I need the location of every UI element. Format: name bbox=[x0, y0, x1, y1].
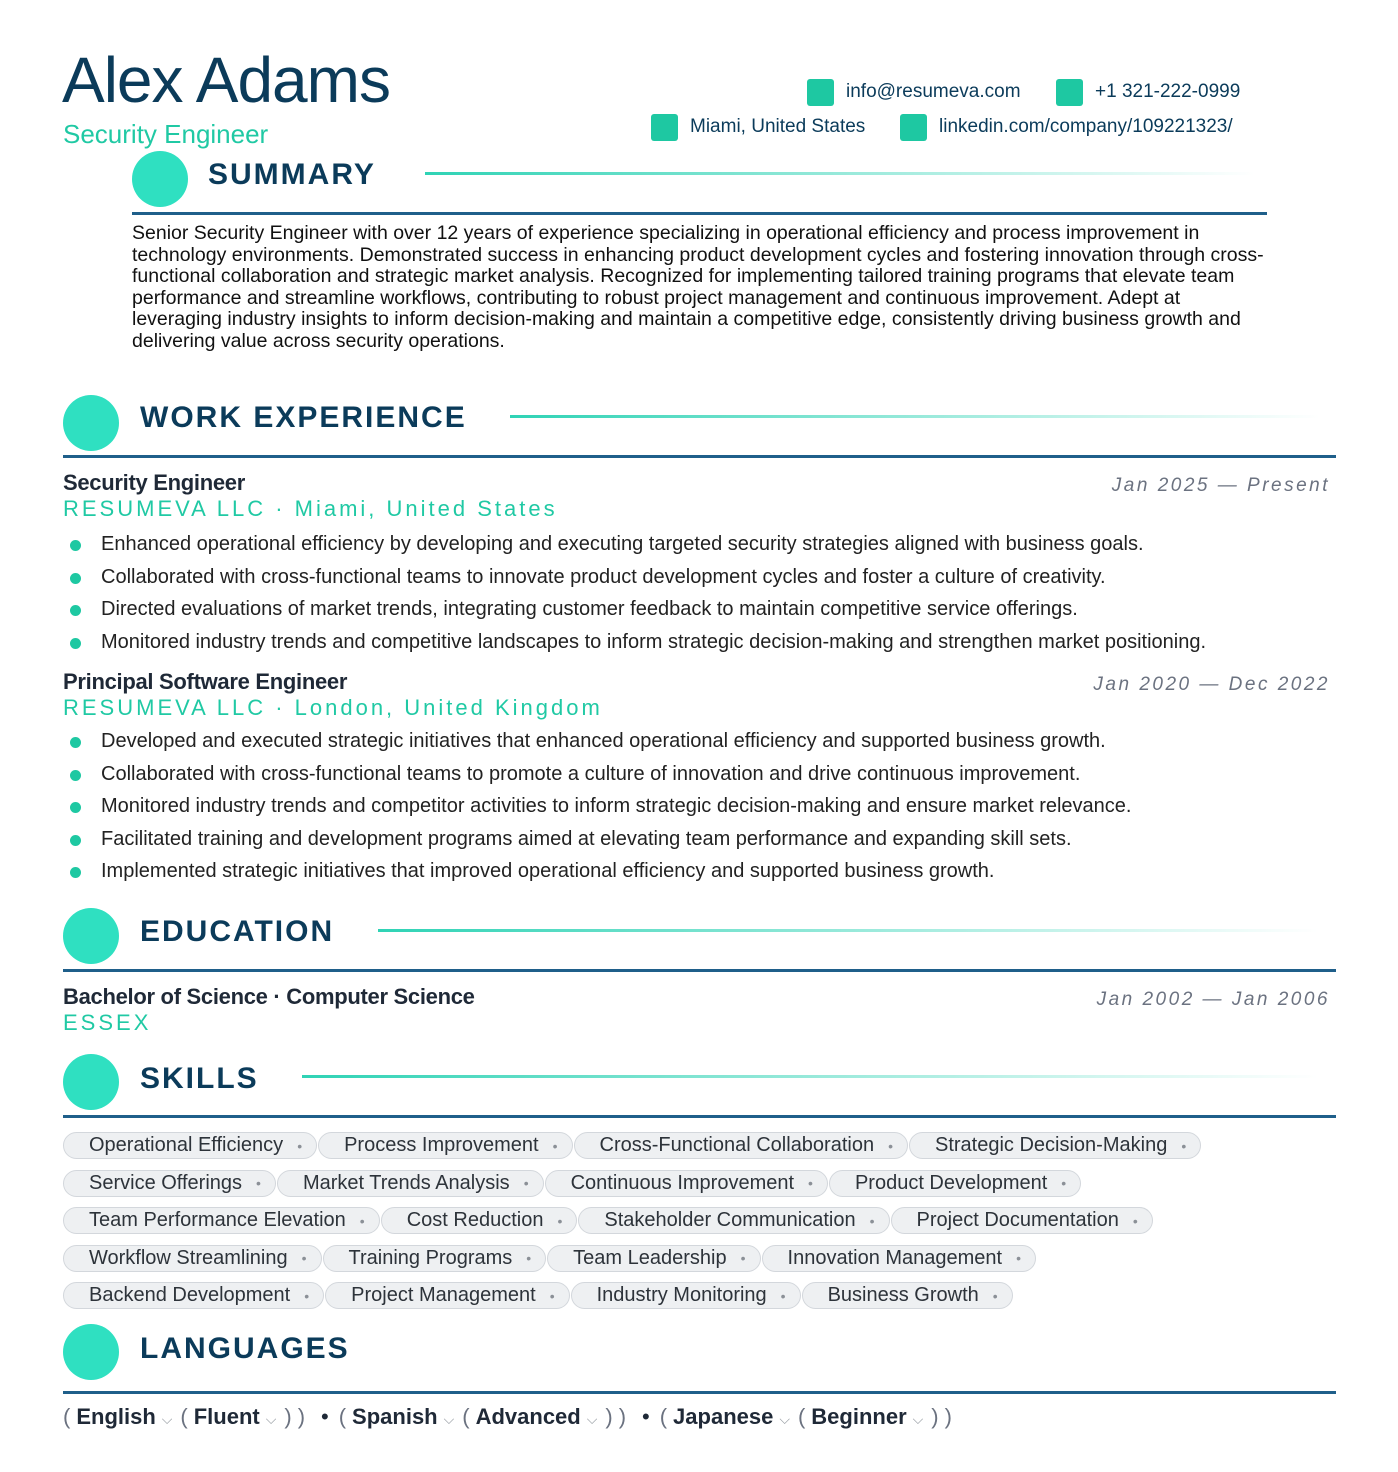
skill-label: Continuous Improvement bbox=[570, 1171, 795, 1194]
dot-icon: • bbox=[359, 1212, 365, 1229]
language-level[interactable]: Fluent bbox=[193, 1404, 260, 1429]
bullet-item: Developed and executed strategic initiatives that enhanced operational efficiency and supported business growth. bbox=[63, 725, 1131, 758]
dot-icon: • bbox=[301, 1250, 307, 1267]
dot-icon: • bbox=[888, 1137, 893, 1154]
skill-chip[interactable] bbox=[891, 1207, 1153, 1234]
skills-heading: SKILLS bbox=[140, 1062, 259, 1095]
job-dates: Jan 2020 — Dec 2022 bbox=[1093, 674, 1330, 695]
paren-close: ) bbox=[618, 1404, 627, 1429]
paren-close: ) bbox=[944, 1404, 952, 1429]
skill-chip[interactable] bbox=[63, 1245, 322, 1272]
experience-circle-icon bbox=[63, 395, 119, 451]
paren-open: ( bbox=[180, 1404, 188, 1429]
bullet-item: Monitored industry trends and competitive landscapes to inform strategic decision-making and strengthen market positioning. bbox=[63, 626, 1206, 659]
dot-icon: • bbox=[552, 1137, 558, 1154]
bullet-item: Enhanced operational efficiency by developing and executing targeted security strategies aligned with business goals. bbox=[63, 528, 1206, 561]
paren-open: ( bbox=[797, 1404, 806, 1429]
summary-text: Senior Security Engineer with over 12 years of experience specializing in operational efficiency and process improvement in technology environments. Demonstrated success in enhancing product development cycles and fostering innovation through cross-functional collaboration and strategic market analysis. Recognized for implementing tailored training programs that elevate team performance and streamline workflows, contributing to robust project management and continuous improvement. Adept at leveraging industry insights to inform decision-making and maintain a competitive edge, consistently driving business growth and delivering value across security operations. bbox=[132, 222, 1264, 352]
phone-icon bbox=[1056, 79, 1083, 106]
candidate-name: Alex Adams bbox=[62, 44, 390, 116]
education-rule bbox=[63, 969, 1336, 972]
dot-icon: • bbox=[740, 1250, 746, 1267]
skill-label: Product Development bbox=[854, 1171, 1048, 1194]
summary-heading: SUMMARY bbox=[208, 158, 376, 191]
location-icon bbox=[651, 114, 678, 141]
bullet-item: Directed evaluations of market trends, integrating customer feedback to maintain competitive service offerings. bbox=[63, 593, 1206, 626]
experience-accent-line bbox=[510, 415, 1320, 418]
skill-chip[interactable] bbox=[381, 1207, 578, 1234]
skills-circle-icon bbox=[63, 1054, 119, 1110]
chevron-down-icon[interactable]: ⌵ bbox=[779, 1411, 790, 1427]
skill-row bbox=[63, 1277, 1343, 1315]
chevron-down-icon[interactable]: ⌵ bbox=[265, 1411, 277, 1427]
bullet-item: Collaborated with cross-functional teams to promote a culture of innovation and drive continuous improvement. bbox=[63, 758, 1131, 791]
chevron-down-icon[interactable]: ⌵ bbox=[912, 1411, 924, 1427]
dot-icon: • bbox=[869, 1212, 875, 1229]
language-name[interactable]: Spanish bbox=[352, 1404, 438, 1429]
skill-chip[interactable] bbox=[802, 1282, 1013, 1309]
paren-open: ( bbox=[659, 1404, 668, 1429]
experience-rule bbox=[63, 455, 1336, 458]
bullet-item: Facilitated training and development programs aimed at elevating team performance and expanding skill sets. bbox=[63, 823, 1131, 856]
skill-chip[interactable] bbox=[63, 1132, 317, 1159]
dot-icon: • bbox=[992, 1287, 998, 1304]
skill-chip[interactable] bbox=[547, 1245, 760, 1272]
skill-label: Stakeholder Communication bbox=[604, 1209, 856, 1232]
skill-label: Service Offerings bbox=[89, 1171, 243, 1194]
paren-open: ( bbox=[338, 1404, 347, 1429]
dot-icon: • bbox=[297, 1137, 303, 1154]
bullet-item: Monitored industry trends and competitor activities to inform strategic decision-making and ensure market relevance. bbox=[63, 790, 1131, 823]
skill-row bbox=[63, 1127, 1343, 1165]
email-text: info@resumeva.com bbox=[846, 81, 1021, 102]
language-name[interactable]: English bbox=[76, 1404, 156, 1429]
skill-label: Project Documentation bbox=[916, 1209, 1119, 1232]
skill-chip[interactable] bbox=[277, 1170, 544, 1197]
contact-email[interactable] bbox=[807, 78, 1021, 106]
languages-list bbox=[63, 1402, 958, 1434]
skill-row bbox=[63, 1165, 1343, 1203]
candidate-title: Security Engineer bbox=[63, 119, 269, 149]
skill-label: Business Growth bbox=[827, 1284, 979, 1307]
skill-label: Operational Efficiency bbox=[89, 1134, 284, 1157]
separator-dot: • bbox=[642, 1404, 650, 1429]
email-icon bbox=[807, 79, 834, 106]
languages-heading: LANGUAGES bbox=[140, 1332, 350, 1365]
dot-icon: • bbox=[523, 1175, 529, 1192]
location-text: Miami, United States bbox=[690, 116, 866, 137]
education-degree: Bachelor of Science · Computer Science bbox=[63, 984, 475, 1009]
skill-chip[interactable] bbox=[578, 1207, 889, 1234]
education-heading: EDUCATION bbox=[140, 915, 335, 948]
skill-label: Workflow Streamlining bbox=[89, 1246, 288, 1269]
language-level[interactable]: Advanced bbox=[475, 1404, 581, 1429]
skill-chip[interactable] bbox=[63, 1282, 324, 1309]
skill-chip[interactable] bbox=[545, 1170, 828, 1197]
separator-dot: • bbox=[321, 1404, 329, 1429]
skill-label: Cost Reduction bbox=[406, 1209, 544, 1232]
dot-icon: • bbox=[1181, 1137, 1187, 1154]
dot-icon: • bbox=[557, 1212, 563, 1229]
skills-accent-line bbox=[302, 1075, 1318, 1078]
skills-list bbox=[63, 1127, 1343, 1315]
dot-icon: • bbox=[1061, 1175, 1067, 1192]
phone-text: +1 321-222-0999 bbox=[1095, 81, 1241, 102]
contact-linkedin[interactable] bbox=[900, 113, 1233, 141]
skill-chip[interactable] bbox=[909, 1132, 1201, 1159]
dot-icon: • bbox=[304, 1287, 310, 1304]
language-level[interactable]: Beginner bbox=[811, 1404, 907, 1429]
skill-row bbox=[63, 1202, 1343, 1240]
skill-label: Training Programs bbox=[348, 1246, 513, 1269]
job-bullets bbox=[63, 528, 1206, 658]
education-school: ESSEX bbox=[63, 1010, 152, 1035]
chevron-down-icon[interactable]: ⌵ bbox=[161, 1411, 173, 1427]
bullet-item: Collaborated with cross-functional teams to innovate product development cycles and foster a culture of creativity. bbox=[63, 561, 1206, 594]
skill-chip[interactable] bbox=[829, 1170, 1081, 1197]
languages-circle-icon bbox=[63, 1324, 119, 1380]
experience-heading: WORK EXPERIENCE bbox=[140, 401, 467, 434]
summary-accent-line bbox=[425, 172, 1255, 175]
job-bullets bbox=[63, 725, 1131, 888]
paren-open: ( bbox=[462, 1404, 470, 1429]
skill-label: Backend Development bbox=[89, 1284, 291, 1307]
paren-close: ) bbox=[605, 1404, 613, 1429]
dot-icon: • bbox=[256, 1175, 261, 1192]
skill-label: Industry Monitoring bbox=[596, 1284, 767, 1307]
skill-chip[interactable] bbox=[318, 1132, 572, 1159]
skill-chip[interactable] bbox=[323, 1245, 547, 1272]
job-dates: Jan 2025 — Present bbox=[1111, 475, 1330, 496]
dot-icon: • bbox=[549, 1287, 555, 1304]
skill-chip[interactable] bbox=[574, 1132, 908, 1159]
summary-rule bbox=[132, 212, 1267, 215]
skill-chip[interactable] bbox=[63, 1207, 380, 1234]
skill-row bbox=[63, 1240, 1343, 1278]
chevron-down-icon[interactable]: ⌵ bbox=[586, 1411, 598, 1427]
skill-label: Team Performance Elevation bbox=[89, 1209, 346, 1232]
skill-label: Strategic Decision-Making bbox=[935, 1134, 1168, 1157]
paren-open: ( bbox=[63, 1404, 71, 1429]
education-circle-icon bbox=[63, 908, 119, 964]
paren-close: ) bbox=[284, 1404, 292, 1429]
dot-icon: • bbox=[1132, 1212, 1138, 1229]
education-dates: Jan 2002 — Jan 2006 bbox=[1096, 989, 1330, 1010]
skill-chip[interactable] bbox=[63, 1170, 276, 1197]
linkedin-icon bbox=[900, 114, 927, 141]
job-role: Security Engineer bbox=[63, 470, 245, 495]
contact-location bbox=[651, 113, 865, 141]
dot-icon: • bbox=[526, 1250, 532, 1267]
skill-chip[interactable] bbox=[762, 1245, 1037, 1272]
skill-label: Process Improvement bbox=[344, 1134, 539, 1157]
skill-label: Team Leadership bbox=[573, 1246, 727, 1269]
education-accent-line bbox=[378, 929, 1318, 932]
job-role: Principal Software Engineer bbox=[63, 669, 348, 694]
language-name[interactable]: Japanese bbox=[673, 1404, 774, 1429]
skill-chip[interactable] bbox=[571, 1282, 801, 1309]
bullet-item: Implemented strategic initiatives that improved operational efficiency and supported business growth. bbox=[63, 855, 1131, 888]
skill-label: Project Management bbox=[351, 1284, 536, 1307]
languages-rule bbox=[63, 1391, 1336, 1394]
paren-close: ) bbox=[931, 1404, 939, 1429]
paren-close: ) bbox=[297, 1404, 306, 1429]
skill-label: Cross-Functional Collaboration bbox=[599, 1134, 875, 1157]
linkedin-text: linkedin.com/company/109221323/ bbox=[939, 116, 1233, 137]
skill-label: Market Trends Analysis bbox=[302, 1171, 510, 1194]
dot-icon: • bbox=[808, 1175, 813, 1192]
job-company: RESUMEVA LLC · London, United Kingdom bbox=[63, 695, 603, 720]
summary-circle-icon bbox=[132, 151, 188, 207]
skill-chip[interactable] bbox=[325, 1282, 569, 1309]
dot-icon: • bbox=[780, 1287, 786, 1304]
chevron-down-icon[interactable]: ⌵ bbox=[443, 1411, 455, 1427]
skills-rule bbox=[63, 1115, 1336, 1118]
dot-icon: • bbox=[1016, 1250, 1022, 1267]
skill-label: Innovation Management bbox=[787, 1246, 1003, 1269]
job-company: RESUMEVA LLC · Miami, United States bbox=[63, 496, 558, 521]
contact-phone[interactable] bbox=[1056, 78, 1240, 106]
